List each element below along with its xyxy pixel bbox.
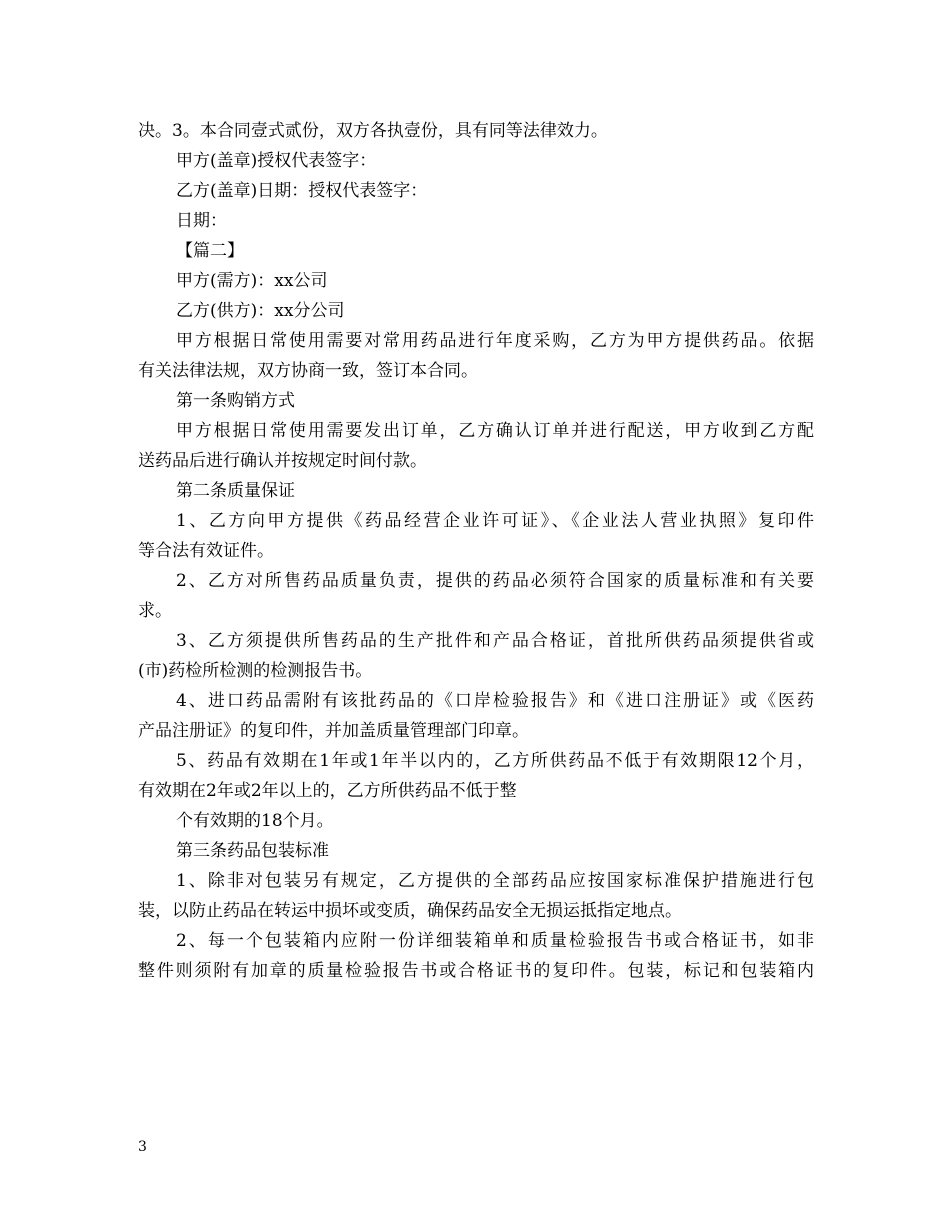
text-line: 等合法有效证件。	[138, 541, 274, 561]
text-line: 甲方(盖章)授权代表签字：	[176, 151, 377, 171]
text-line: 产品注册证》的复印件，并加盖质量管理部门印章。	[138, 721, 529, 741]
text-line: 有关法律法规，双方协商一致，签订本合同。	[138, 361, 478, 381]
text-line: 4、进口药品需附有该批药品的《口岸检验报告》和《进口注册证》或《医药	[176, 691, 814, 711]
text-line: 甲方根据日常使用需要对常用药品进行年度采购，乙方为甲方提供药品。依据	[176, 331, 814, 351]
text-line: 第一条购销方式	[176, 391, 295, 411]
page-number: 3	[138, 1139, 147, 1155]
text-line: 乙方(供方)：xx分公司	[176, 301, 345, 321]
text-line: 装，以防止药品在转运中损坏或变质，确保药品安全无损运抵指定地点。	[138, 901, 682, 921]
text-line: 送药品后进行确认并按规定时间付款。	[138, 451, 427, 471]
text-line: 第三条药品包装标准	[176, 841, 329, 861]
text-line: 1、除非对包装另有规定，乙方提供的全部药品应按国家标准保护措施进行包	[176, 871, 814, 891]
text-line: 【篇二】	[176, 241, 244, 261]
text-line: 5、药品有效期在1年或1年半以内的，乙方所供药品不低于有效期限12个月，	[176, 751, 814, 771]
text-line: (市)药检所检测的检测报告书。	[138, 661, 373, 681]
text-line: 3、乙方须提供所售药品的生产批件和产品合格证，首批所供药品须提供省或	[176, 631, 814, 651]
text-line: 1、乙方向甲方提供《药品经营企业许可证》、《企业法人营业执照》复印件	[176, 511, 814, 531]
text-line: 整件则须附有加章的质量检验报告书或合格证书的复印件。包装，标记和包装箱内	[138, 961, 814, 981]
text-line: 甲方根据日常使用需要发出订单，乙方确认订单并进行配送，甲方收到乙方配	[176, 421, 814, 441]
text-line: 第二条质量保证	[176, 481, 295, 501]
text-line: 有效期在2年或2年以上的，乙方所供药品不低于整	[138, 781, 517, 801]
text-line: 2、每一个包装箱内应附一份详细装箱单和质量检验报告书或合格证书，如非	[176, 931, 814, 951]
text-line: 决。3。本合同壹式贰份，双方各执壹份，具有同等法律效力。	[138, 121, 608, 141]
text-line: 2、乙方对所售药品质量负责，提供的药品必须符合国家的质量标准和有关要	[176, 571, 814, 591]
text-line: 求。	[138, 601, 172, 621]
text-line: 日期：	[176, 211, 227, 231]
text-line: 甲方(需方)：xx公司	[176, 271, 328, 291]
text-line: 乙方(盖章)日期：授权代表签字：	[176, 181, 428, 201]
text-line: 个有效期的18个月。	[176, 811, 334, 831]
document-body	[138, 116, 814, 986]
